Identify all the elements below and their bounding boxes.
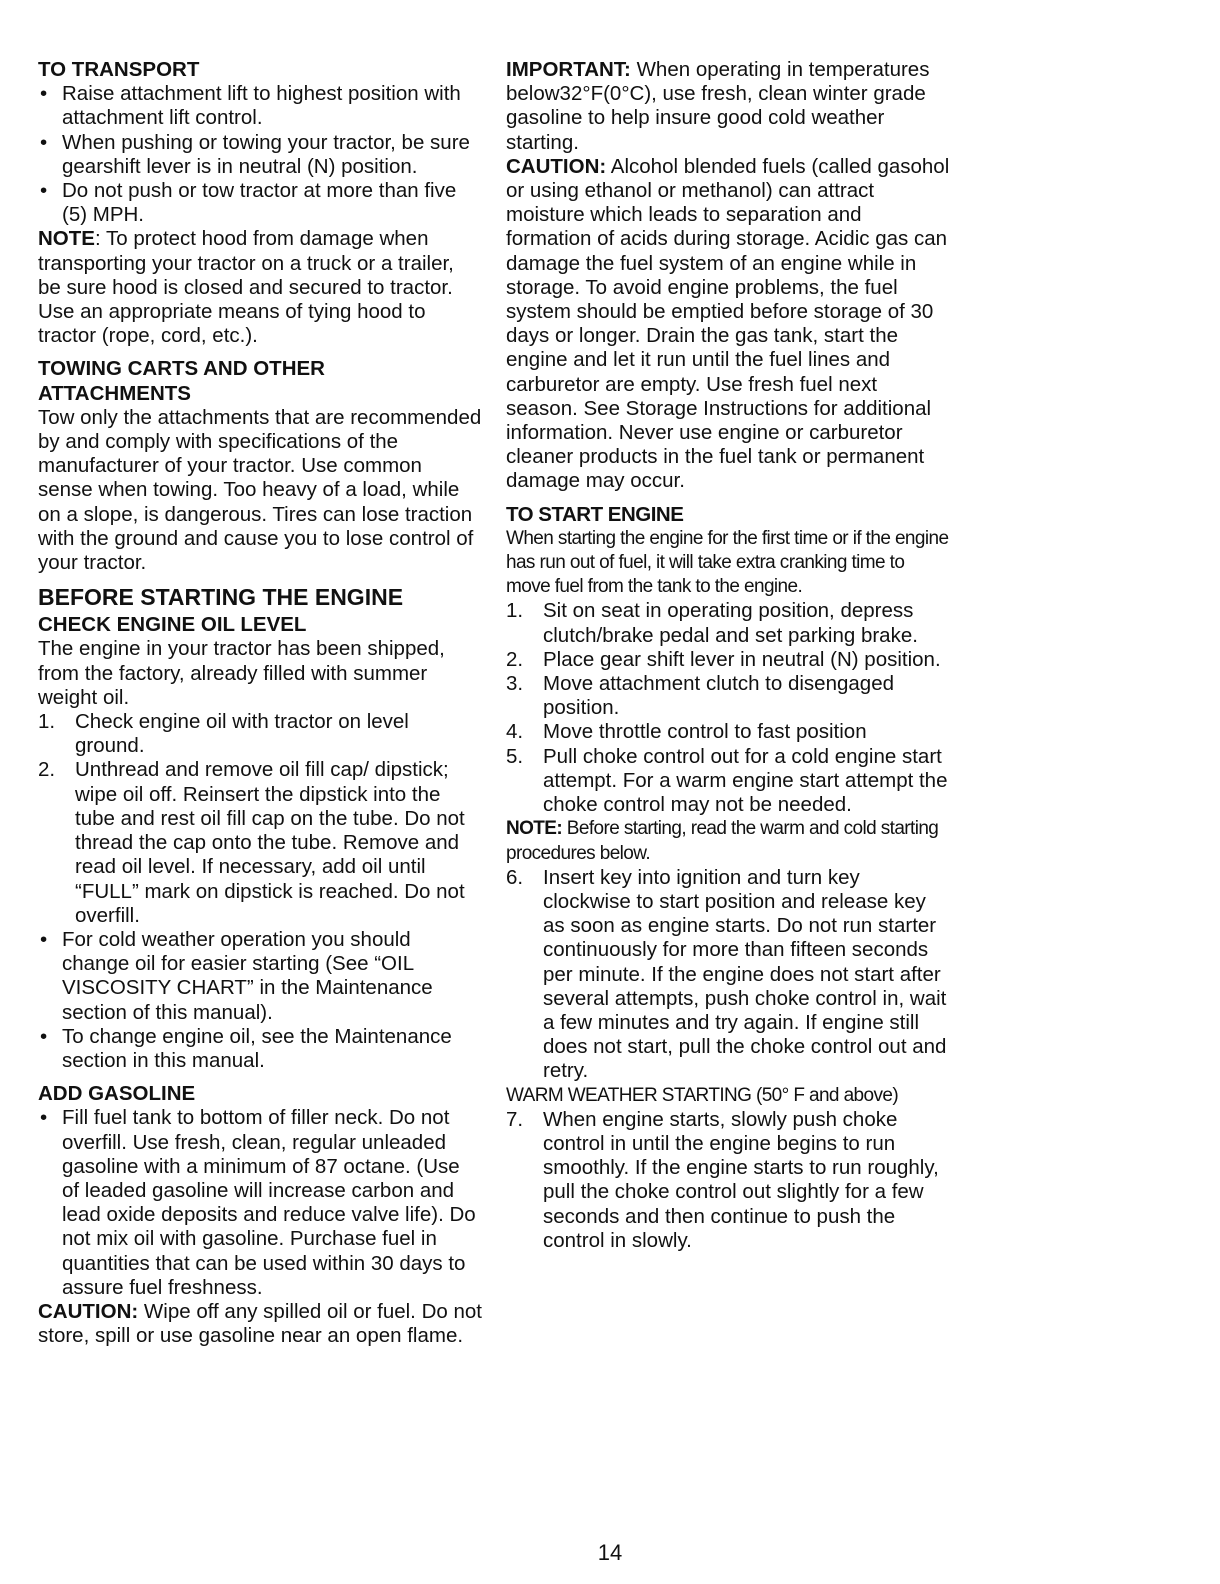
to-transport-heading: TO TRANSPORT (38, 58, 200, 81)
left-column (38, 58, 482, 1348)
list-item: 2. Place gear shift lever in neutral (N) position. (506, 647, 941, 671)
transport-note (38, 227, 482, 348)
important-paragraph (506, 58, 951, 155)
caution-text: Wipe off any spilled oil or fuel. Do not store, spill or use gasoline near an open flame. (38, 1299, 482, 1348)
list-item: • When pushing or towing your tractor, be sure gearshift lever is in neutral (N) position. (38, 131, 482, 179)
alcohol-caution (506, 155, 951, 494)
list-item: 7. When engine starts, slowly push choke control in until the engine begins to run smoothly. If the engine starts to run roughly, pull the choke control out slightly for a few seconds and then continue to push the control in slowly. (506, 1107, 939, 1252)
check-oil-heading: CHECK ENGINE OIL LEVEL (38, 613, 307, 637)
starting-note (506, 817, 951, 865)
oil-bullets (38, 928, 482, 1073)
start-step-6 (506, 866, 951, 1084)
list-item: 1. Sit on seat in operating position, depress clutch/brake pedal and set parking brake. (506, 599, 918, 647)
towing-heading: TOWING CARTS AND OTHER ATTACHMENTS (38, 357, 325, 405)
start-intro: When starting the engine for the first time or if the engine has run out of fuel, it will take extra cranking time to move fuel from the tank to the engine. (506, 527, 949, 598)
list-item: • Raise attachment lift to highest position with attachment lift control. (38, 82, 482, 130)
list-item: 4. Move throttle control to fast position (506, 720, 867, 744)
note-label: NOTE (38, 227, 95, 251)
transport-list (38, 82, 482, 227)
start-steps (506, 599, 951, 817)
list-item: 1. Check engine oil with tractor on level ground. (38, 710, 409, 758)
list-item: 5. Pull choke control out for a cold engine start attempt. For a warm engine start attempt the choke control may not be needed. (506, 744, 948, 817)
start-step-7 (506, 1108, 951, 1253)
list-item: 3. Move attachment clutch to disengaged position. (506, 672, 894, 720)
towing-text: Tow only the attachments that are recommended by and comply with specifications of the manufacturer of your tractor. Use common sense when towing. Too heavy of a load, while on a slope, is dangerous. Tires can lose traction with the ground and cause you to lose control of your tractor. (38, 405, 482, 575)
note-label: NOTE: (506, 818, 563, 840)
right-column (506, 58, 951, 1253)
list-item: • For cold weather operation you should change oil for easier starting (See “OIL VISCOSITY CHART” in the Maintenance section of this manual). (38, 928, 482, 1025)
gasoline-caution (38, 1300, 482, 1348)
caution-text: Alcohol blended fuels (called gasohol or using ethanol or methanol) can attract moisture which leads to separation and formation of acids during storage. Acidic gas can damage the fuel system of an engine while in storage. To avoid engine problems, the fuel system should be emptied before storage of 30 days or longer. Drain the gas tank, start the engine and let it run until the fuel lines and carburetor are empty. Use fresh fuel next season. See Storage Instructions for additional information. Never use engine or carburetor cleaner products in the fuel tank or permanent damage may occur. (506, 154, 950, 493)
check-oil-intro: The engine in your tractor has been shipped, from the factory, already filled with summer weight oil. (38, 637, 445, 709)
important-text: When operating in temperatures below32°F(0°C), use fresh, clean winter grade gasoline to help insure good cold weather starting. (506, 58, 930, 154)
note-text: Before starting, read the warm and cold starting procedures below. (506, 818, 939, 864)
note-text: : To protect hood from damage when transporting your tractor on a truck or a trailer, be sure hood is closed and secured to tractor. Use an appropriate means of tying hood to tractor (rope, cord, etc.). (38, 227, 454, 348)
list-item: 6. Insert key into ignition and turn key clockwise to start position and release key as soon as engine starts. Do not run starter continuously for more than fifteen seconds per minute. If the engine does not start after several attempts, push choke control in, wait a few minutes and try again. If engine still does not start, pull the choke control out and retry. (506, 865, 947, 1083)
caution-label: CAUTION: (38, 1299, 139, 1323)
list-item: • To change engine oil, see the Maintenance section in this manual. (38, 1025, 482, 1073)
to-start-engine-heading: TO START ENGINE (506, 502, 684, 526)
gasoline-list (38, 1106, 482, 1300)
caution-label: CAUTION: (506, 154, 607, 178)
page-number: 14 (597, 1540, 623, 1565)
list-item: • Do not push or tow tractor at more than five (5) MPH. (38, 179, 482, 227)
check-oil-steps (38, 710, 482, 928)
before-starting-heading: BEFORE STARTING THE ENGINE (38, 584, 404, 611)
list-item: 2. Unthread and remove oil fill cap/ dipstick; wipe oil off. Reinsert the dipstick into the tube and rest oil fill cap on the tube. Do not thread the cap onto the tube. Remove and read oil level. If necessary, add oil until “FULL” mark on dipstick is reached. Do not overfill. (38, 758, 465, 927)
list-item: • Fill fuel tank to bottom of filler neck. Do not overfill. Use fresh, clean, regular unleaded gasoline with a minimum of 87 octane. (Use of leaded gasoline will increase carbon and lead oxide deposits and reduce valve life). Do not mix oil with gasoline. Purchase fuel in quantities that can be used within 30 days to assure fuel freshness. (38, 1106, 482, 1300)
important-label: IMPORTANT: (506, 58, 631, 81)
warm-weather-heading: WARM WEATHER STARTING (50° F and above) (506, 1084, 899, 1106)
add-gasoline-heading: ADD GASOLINE (38, 1082, 196, 1106)
